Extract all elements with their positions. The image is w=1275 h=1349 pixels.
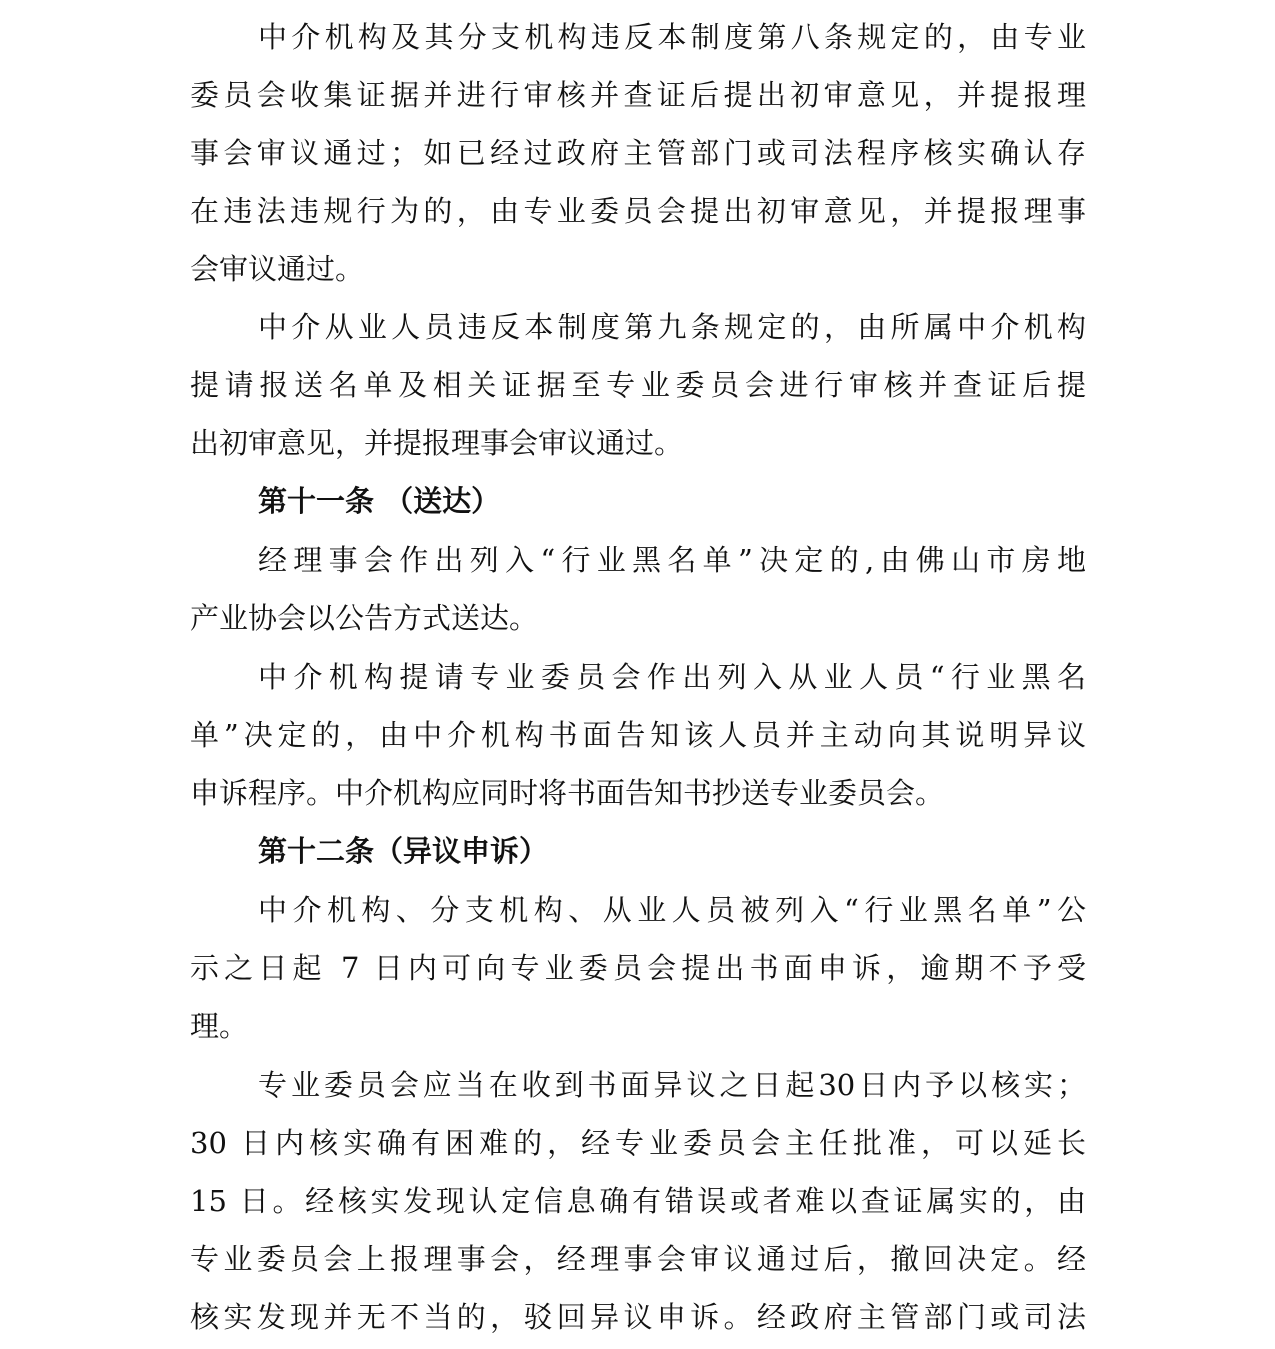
paragraph-2-line-1: 中介从业人员违反本制度第九条规定的，由所属中介机构 — [258, 310, 1086, 344]
paragraph-1-line-3: 事会审议通过；如已经过政府主管部门或司法程序核实确认存 — [190, 136, 1086, 170]
paragraph-1-line-4: 在违法违规行为的，由专业委员会提出初审意见，并提报理事 — [190, 194, 1086, 228]
article-12-heading: 第十二条（异议申诉） — [258, 834, 549, 868]
paragraph-1-line-1: 中介机构及其分支机构违反本制度第八条规定的，由专业 — [258, 20, 1086, 54]
paragraph-4-line-1: 中介机构提请专业委员会作出列入从业人员“行业黑名 — [258, 660, 1086, 694]
paragraph-5-line-1: 中介机构、分支机构、从业人员被列入“行业黑名单”公 — [258, 893, 1086, 927]
paragraph-3-line-1: 经理事会作出列入“行业黑名单”决定的,由佛山市房地 — [258, 543, 1086, 577]
paragraph-3-line-2: 产业协会以公告方式送达。 — [190, 601, 539, 635]
paragraph-4-line-3: 申诉程序。中介机构应同时将书面告知书抄送专业委员会。 — [190, 776, 945, 810]
paragraph-6-line-5: 核实发现并无不当的，驳回异议申诉。经政府主管部门或司法 — [190, 1300, 1086, 1334]
paragraph-2-line-2: 提请报送名单及相关证据至专业委员会进行审核并查证后提 — [190, 368, 1086, 402]
paragraph-6-line-2: 30 日内核实确有困难的，经专业委员会主任批准，可以延长 — [190, 1126, 1086, 1160]
paragraph-5-line-2: 示之日起 7 日内可向专业委员会提出书面申诉，逾期不予受 — [190, 951, 1086, 985]
paragraph-4-line-2: 单”决定的，由中介机构书面告知该人员并主动向其说明异议 — [190, 718, 1086, 752]
paragraph-1-line-5: 会审议通过。 — [190, 252, 365, 286]
paragraph-1-line-2: 委员会收集证据并进行审核并查证后提出初审意见，并提报理 — [190, 78, 1086, 112]
paragraph-2-line-3: 出初审意见，并提报理事会审议通过。 — [190, 426, 684, 460]
paragraph-6-line-1: 专业委员会应当在收到书面异议之日起30日内予以核实； — [258, 1068, 1086, 1102]
article-11-heading: 第十一条 （送达） — [258, 484, 501, 518]
paragraph-6-line-4: 专业委员会上报理事会，经理事会审议通过后，撤回决定。经 — [190, 1242, 1086, 1276]
paragraph-5-line-3: 理。 — [190, 1009, 249, 1043]
paragraph-6-line-3: 15 日。经核实发现认定信息确有错误或者难以查证属实的，由 — [190, 1184, 1086, 1218]
